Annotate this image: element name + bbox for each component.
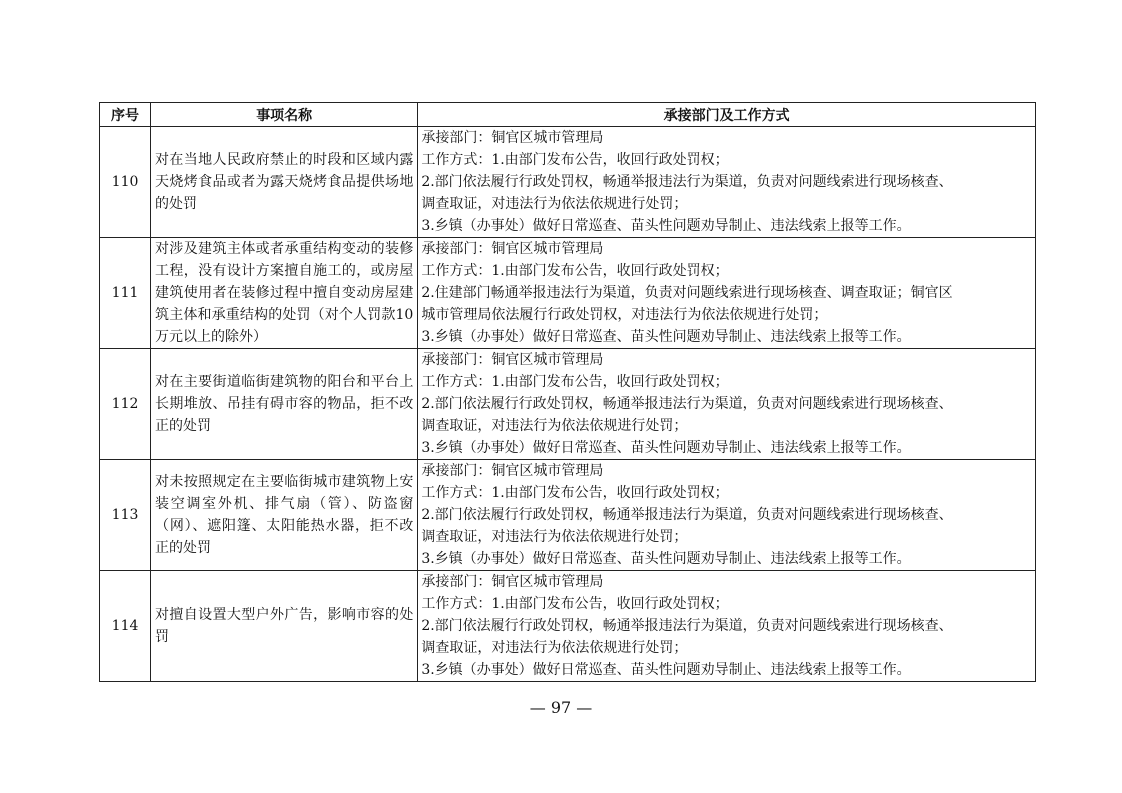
table-row [100, 349, 1036, 460]
header-row [100, 103, 1036, 127]
department-method-line: 3.乡镇（办事处）做好日常巡查、苗头性问题劝导制止、违法线索上报等工作。 [421, 662, 911, 678]
item-name-cell [151, 571, 418, 682]
table-header [100, 103, 1036, 127]
header-department-method: 承接部门及工作方式 [418, 103, 1036, 127]
serial-number-cell: 110 [100, 127, 151, 238]
item-name-cell [151, 460, 418, 571]
department-method-line: 3.乡镇（办事处）做好日常巡查、苗头性问题劝导制止、违法线索上报等工作。 [421, 551, 911, 567]
department-method-line: 调查取证，对违法行为依法依规进行处罚； [421, 196, 688, 212]
department-method-line: 调查取证，对违法行为依法依规进行处罚； [421, 418, 688, 434]
department-method-line: 调查取证，对违法行为依法依规进行处罚； [421, 529, 688, 545]
department-method-line: 2.部门依法履行行政处罚权，畅通举报违法行为渠道，负责对问题线索进行现场核查、 [421, 618, 953, 634]
table-row [100, 127, 1036, 238]
department-method-cell [418, 127, 1036, 238]
department-method-cell [418, 571, 1036, 682]
department-method-cell [418, 460, 1036, 571]
item-name-text: 对未按照规定在主要临街城市建筑物上安装空调室外机、排气扇（管）、防盗窗（网）、遮阳篷、太阳能热水器，拒不改正的处罚 [155, 474, 414, 556]
serial-number-cell: 113 [100, 460, 151, 571]
item-name-text: 对涉及建筑主体或者承重结构变动的装修工程，没有设计方案擅自施工的，或房屋建筑使用者在装修过程中擅自变动房屋建筑主体和承重结构的处罚（对个人罚款10万元以上的除外） [155, 241, 414, 345]
department-method-line: 2.部门依法履行行政处罚权，畅通举报违法行为渠道，负责对问题线索进行现场核查、 [421, 396, 953, 412]
table-row [100, 238, 1036, 349]
header-item-name: 事项名称 [151, 103, 418, 127]
page-number: — 97 — [529, 698, 593, 717]
table-body [100, 127, 1036, 682]
department-method-line: 承接部门：铜官区城市管理局 [421, 352, 604, 368]
item-name-cell [151, 238, 418, 349]
department-method-line: 工作方式：1.由部门发布公告，收回行政处罚权； [421, 263, 729, 279]
department-method-line: 承接部门：铜官区城市管理局 [421, 574, 604, 590]
serial-number-cell: 112 [100, 349, 151, 460]
item-name-text: 对在当地人民政府禁止的时段和区域内露天烧烤食品或者为露天烧烤食品提供场地的处罚 [155, 152, 414, 212]
item-name-cell [151, 127, 418, 238]
department-method-line: 工作方式：1.由部门发布公告，收回行政处罚权； [421, 152, 729, 168]
department-method-line: 2.部门依法履行行政处罚权，畅通举报违法行为渠道，负责对问题线索进行现场核查、 [421, 507, 953, 523]
department-method-line: 3.乡镇（办事处）做好日常巡查、苗头性问题劝导制止、违法线索上报等工作。 [421, 329, 911, 345]
department-method-line: 2.部门依法履行行政处罚权，畅通举报违法行为渠道，负责对问题线索进行现场核查、 [421, 174, 953, 190]
department-method-line: 调查取证，对违法行为依法依规进行处罚； [421, 640, 688, 656]
department-method-line: 工作方式：1.由部门发布公告，收回行政处罚权； [421, 485, 729, 501]
department-method-line: 承接部门：铜官区城市管理局 [421, 463, 604, 479]
items-table [99, 102, 1036, 682]
department-method-line: 城市管理局依法履行行政处罚权，对违法行为依法依规进行处罚； [421, 307, 828, 323]
table-row [100, 571, 1036, 682]
item-name-cell [151, 349, 418, 460]
item-name-text: 对擅自设置大型户外广告，影响市容的处罚 [155, 607, 414, 645]
department-method-line: 工作方式：1.由部门发布公告，收回行政处罚权； [421, 596, 729, 612]
header-serial-number: 序号 [100, 103, 151, 127]
serial-number-cell: 114 [100, 571, 151, 682]
item-name-text: 对在主要街道临街建筑物的阳台和平台上长期堆放、吊挂有碍市容的物品，拒不改正的处罚 [155, 374, 414, 434]
department-method-cell [418, 238, 1036, 349]
department-method-line: 3.乡镇（办事处）做好日常巡查、苗头性问题劝导制止、违法线索上报等工作。 [421, 440, 911, 456]
department-method-line: 承接部门：铜官区城市管理局 [421, 130, 604, 146]
serial-number-cell: 111 [100, 238, 151, 349]
department-method-line: 2.住建部门畅通举报违法行为渠道，负责对问题线索进行现场核查、调查取证；铜官区 [421, 285, 953, 301]
department-method-cell [418, 349, 1036, 460]
table-row [100, 460, 1036, 571]
department-method-line: 承接部门：铜官区城市管理局 [421, 241, 604, 257]
department-method-line: 工作方式：1.由部门发布公告，收回行政处罚权； [421, 374, 729, 390]
department-method-line: 3.乡镇（办事处）做好日常巡查、苗头性问题劝导制止、违法线索上报等工作。 [421, 218, 911, 234]
